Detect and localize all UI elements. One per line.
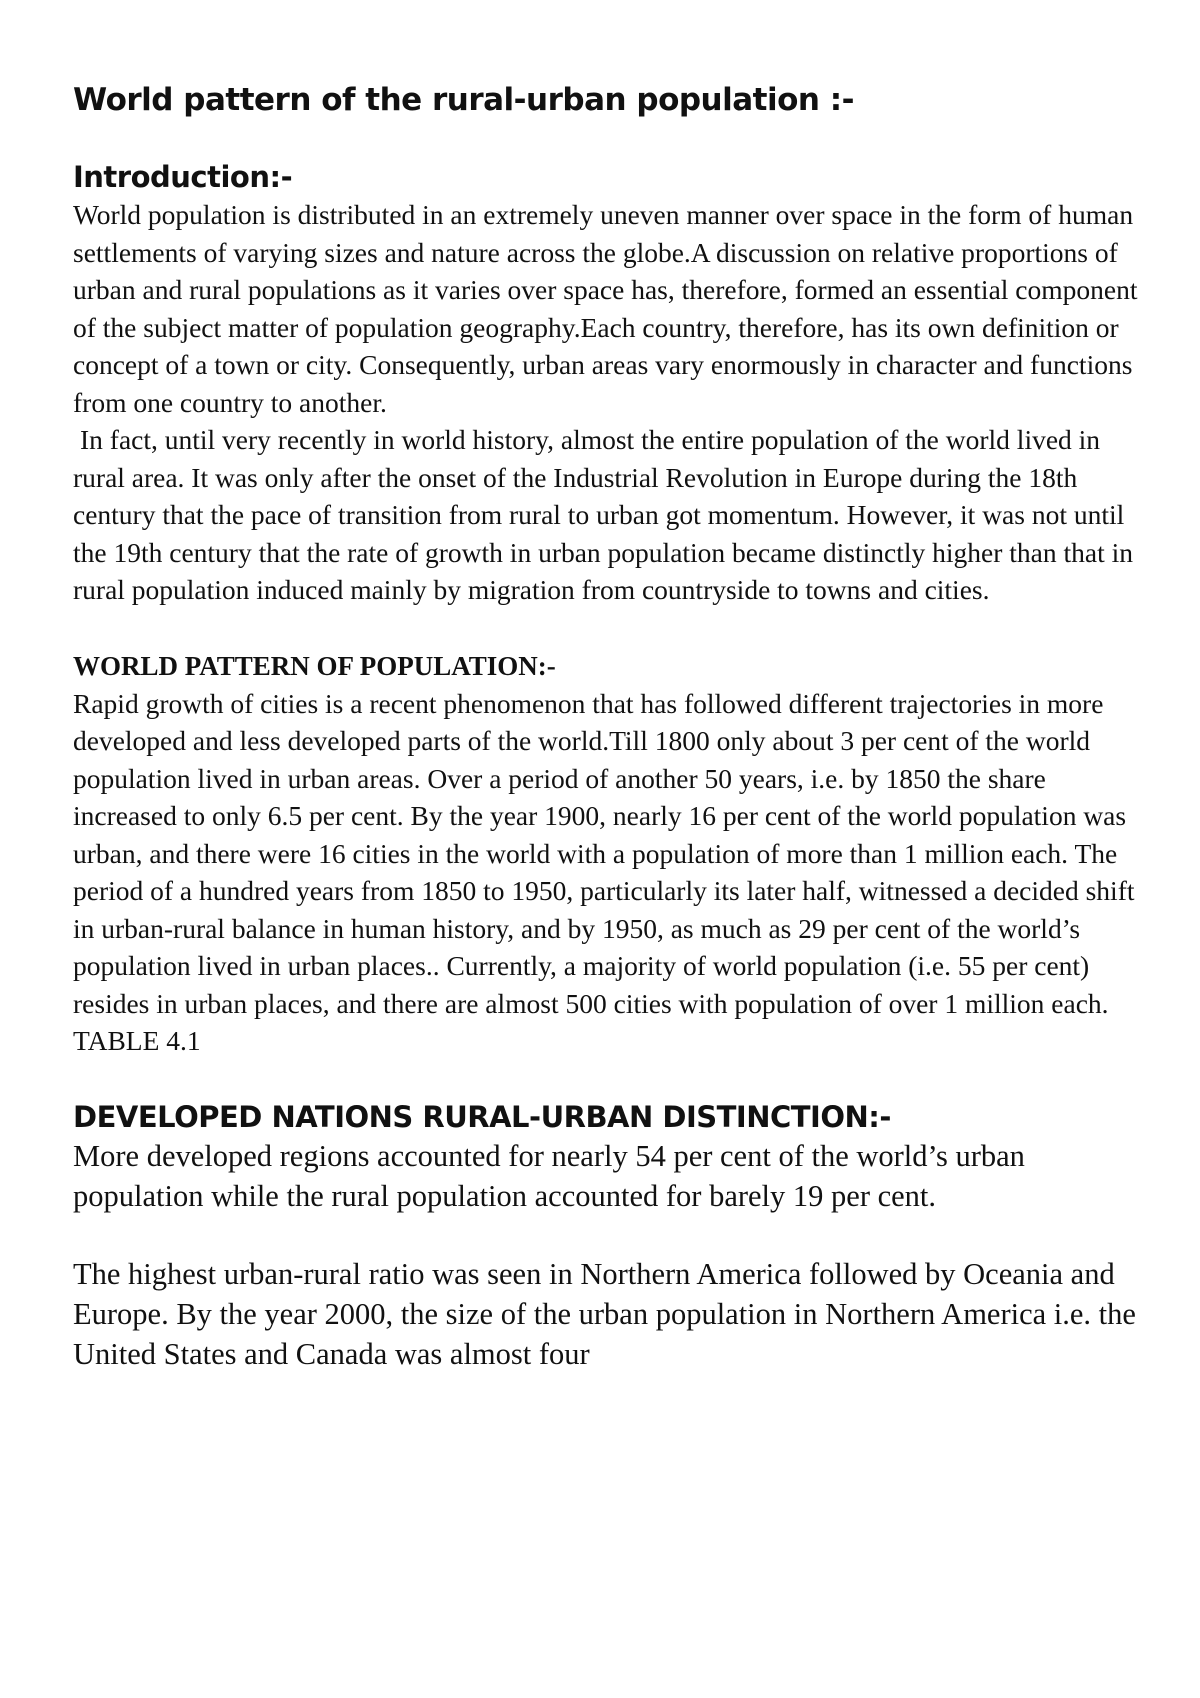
spacer [73,1060,1140,1098]
spacer [73,609,1140,647]
intro-paragraph-1: World population is distributed in an extremely uneven manner over space in the form of human settlements of varying sizes and nature across the globe.A discussion on relative proportions of urban and rural populations as it varies over space has, therefore, formed an essential component of the subject matter of population geography.Each country, therefore, has its own definition or concept of a town or city. Consequently, urban areas vary enormously in character and functions from one country to another. [73,199,1138,418]
spacer [73,120,1140,158]
world-pattern-paragraph: Rapid growth of cities is a recent phenomenon that has followed different trajectories in more developed and less developed parts of the world.Till 1800 only about 3 per cent of the world population lived in urban areas. Over a period of another 50 years, i.e. by 1850 the share increased to only 6.5 per cent. By the year 1900, nearly 16 per cent of the world population was urban, and there were 16 cities in the world with a population of more than 1 million each. The period of a hundred years from 1850 to 1950, particularly its later half, witnessed a decided shift in urban-rural balance in human history, and by 1950, as much as 29 per cent of the world’s population lived in urban places.. Currently, a majority of world population (i.e. 55 per cent) resides in urban places, and there are almost 500 cities with population of over 1 million each. [73,687,1135,1019]
developed-paragraph-1: More developed regions accounted for nearly 54 per cent of the world’s urban population while the rural population accounted for barely 19 per cent. [73,1138,1025,1213]
developed-paragraph-2: The highest urban-rural ratio was seen in Northern America followed by Oceania and Europe. By the year 2000, the size of the urban population in Northern America i.e. the United States and Canada was almost four [73,1256,1136,1371]
table-reference: TABLE 4.1 [73,1025,201,1056]
section-heading-developed-nations: DEVELOPED NATIONS RURAL-URBAN DISTINCTION:- [73,1099,891,1134]
spacer [73,1216,1140,1254]
section-heading-world-pattern: WORLD PATTERN OF POPULATION:- [73,650,556,681]
intro-paragraph-2: In fact, until very recently in world history, almost the entire population of the world lived in rural area. It was only after the onset of the Industrial Revolution in Europe during the 18th century that the pace of transition from rural to urban got momentum. However, it was not until the 19th century that the rate of growth in urban population became distinctly higher than that in rural population induced mainly by migration from countryside to towns and cities. [73,424,1133,605]
page-title: World pattern of the rural-urban population :- [73,82,855,118]
section-heading-introduction: Introduction:- [73,160,293,194]
